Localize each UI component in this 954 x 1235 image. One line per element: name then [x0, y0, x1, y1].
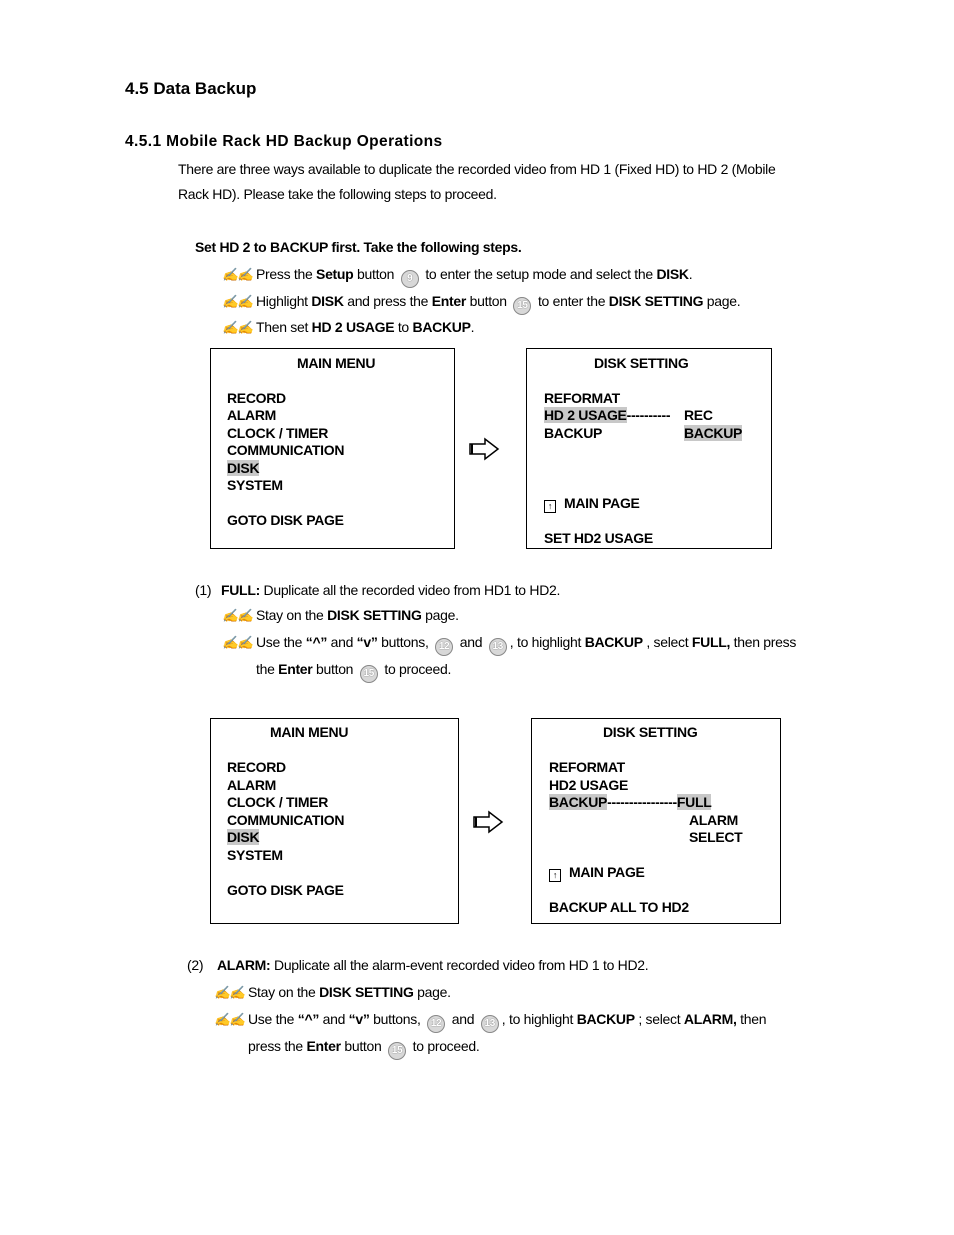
item-1-description: FULL: Duplicate all the recorded video from HD1 to HD2.: [221, 582, 561, 598]
button-15-icon: 15: [388, 1042, 406, 1060]
right-arrow-icon: [468, 437, 500, 461]
pen-icon: ✍✍: [222, 635, 253, 650]
pen-icon: ✍✍: [214, 985, 245, 1000]
item-1-step-2-cont: the Enter button 15 to proceed.: [256, 661, 451, 683]
setup-heading: Set HD 2 to BACKUP first. Take the following steps.: [195, 239, 522, 255]
menu-item-clock-timer: CLOCK / TIMER: [227, 794, 329, 810]
item-1-step-2: Use the “^” and “v” buttons, 12 and 13 , to highlight BACKUP , select FULL, then press: [256, 634, 796, 656]
disk-option-alarm: ALARM: [689, 812, 739, 828]
menu-item-system: SYSTEM: [227, 847, 283, 863]
pen-icon: ✍✍: [222, 608, 253, 623]
disk-footer: SET HD2 USAGE: [544, 530, 653, 546]
item-number: (1): [195, 582, 212, 598]
menu-item-communication: COMMUNICATION: [227, 442, 345, 458]
disk-item-backup: BACKUP----------------FULL: [549, 794, 712, 810]
section-title: 4.5 Data Backup: [125, 79, 257, 98]
disk-setting-title: DISK SETTING: [603, 724, 698, 740]
button-12-icon: 12: [435, 638, 453, 656]
button-9-icon: 9: [401, 270, 419, 288]
menu-item-communication: COMMUNICATION: [227, 812, 345, 828]
disk-item-hd2-usage: HD 2 USAGE----------: [544, 407, 671, 423]
button-13-icon: 13: [489, 638, 507, 656]
item-2-step-1: Stay on the DISK SETTING page.: [248, 984, 451, 1000]
disk-item-reformat: REFORMAT: [549, 759, 625, 775]
subsection-title: 4.5.1 Mobile Rack HD Backup Operations: [125, 133, 443, 150]
button-15-icon: 15: [513, 297, 531, 315]
disk-value-backup-highlighted: BACKUP: [684, 425, 743, 441]
menu-item-disk-highlighted: DISK: [227, 829, 260, 845]
item-2-step-2: Use the “^” and “v” buttons, 12 and 13 , to highlight BACKUP ; select ALARM, then: [248, 1011, 766, 1033]
disk-item-reformat: REFORMAT: [544, 390, 620, 406]
item-2-step-2-cont: press the Enter button 15 to proceed.: [248, 1038, 479, 1060]
disk-setting-box-2: [531, 718, 781, 924]
menu-item-alarm: ALARM: [227, 407, 277, 423]
menu-footer: GOTO DISK PAGE: [227, 882, 344, 898]
button-15-icon: 15: [360, 665, 378, 683]
menu-item-record: RECORD: [227, 390, 286, 406]
item-1-step-1: Stay on the DISK SETTING page.: [256, 607, 459, 623]
page-up-icon: ↑: [549, 869, 561, 882]
disk-option-select: SELECT: [689, 829, 743, 845]
disk-setting-box-1: [526, 348, 772, 549]
main-menu-title: MAIN MENU: [297, 355, 376, 371]
disk-item-hd2-usage: HD2 USAGE: [549, 777, 628, 793]
item-2-description: ALARM: Duplicate all the alarm-event recorded video from HD 1 to HD2.: [217, 957, 649, 973]
menu-item-clock-timer: CLOCK / TIMER: [227, 425, 329, 441]
pen-icon: ✍✍: [222, 320, 253, 335]
disk-footer: BACKUP ALL TO HD2: [549, 899, 689, 915]
menu-item-alarm: ALARM: [227, 777, 277, 793]
menu-item-record: RECORD: [227, 759, 286, 775]
setup-step-1: Press the Setup button 9 to enter the setup mode and select the DISK.: [256, 266, 692, 288]
menu-footer: GOTO DISK PAGE: [227, 512, 344, 528]
setup-step-2: Highlight DISK and press the Enter button 15 to enter the DISK SETTING page.: [256, 293, 740, 315]
button-13-icon: 13: [481, 1015, 499, 1033]
main-menu-box-1: [210, 348, 455, 549]
menu-item-disk-highlighted: DISK: [227, 460, 260, 476]
button-12-icon: 12: [427, 1015, 445, 1033]
main-menu-box-2: [210, 718, 459, 924]
intro-line-2: Rack HD). Please take the following steps to proceed.: [178, 186, 497, 202]
page-up-icon: ↑: [544, 500, 556, 513]
setup-step-3: Then set HD 2 USAGE to BACKUP.: [256, 319, 475, 335]
disk-item-main-page: ↑ MAIN PAGE: [544, 495, 640, 513]
menu-item-system: SYSTEM: [227, 477, 283, 493]
pen-icon: ✍✍: [222, 294, 253, 309]
item-number: (2): [187, 957, 204, 973]
pen-icon: ✍✍: [222, 267, 253, 282]
disk-item-main-page: ↑ MAIN PAGE: [549, 864, 645, 882]
main-menu-title: MAIN MENU: [270, 724, 349, 740]
pen-icon: ✍✍: [214, 1012, 245, 1027]
right-arrow-icon: [472, 810, 504, 834]
disk-value-rec: REC: [684, 407, 713, 423]
disk-item-backup: BACKUP: [544, 425, 603, 441]
disk-setting-title: DISK SETTING: [594, 355, 689, 371]
intro-line-1: There are three ways available to duplicate the recorded video from HD 1 (Fixed HD) to HD 2 (Mobile: [178, 161, 776, 177]
